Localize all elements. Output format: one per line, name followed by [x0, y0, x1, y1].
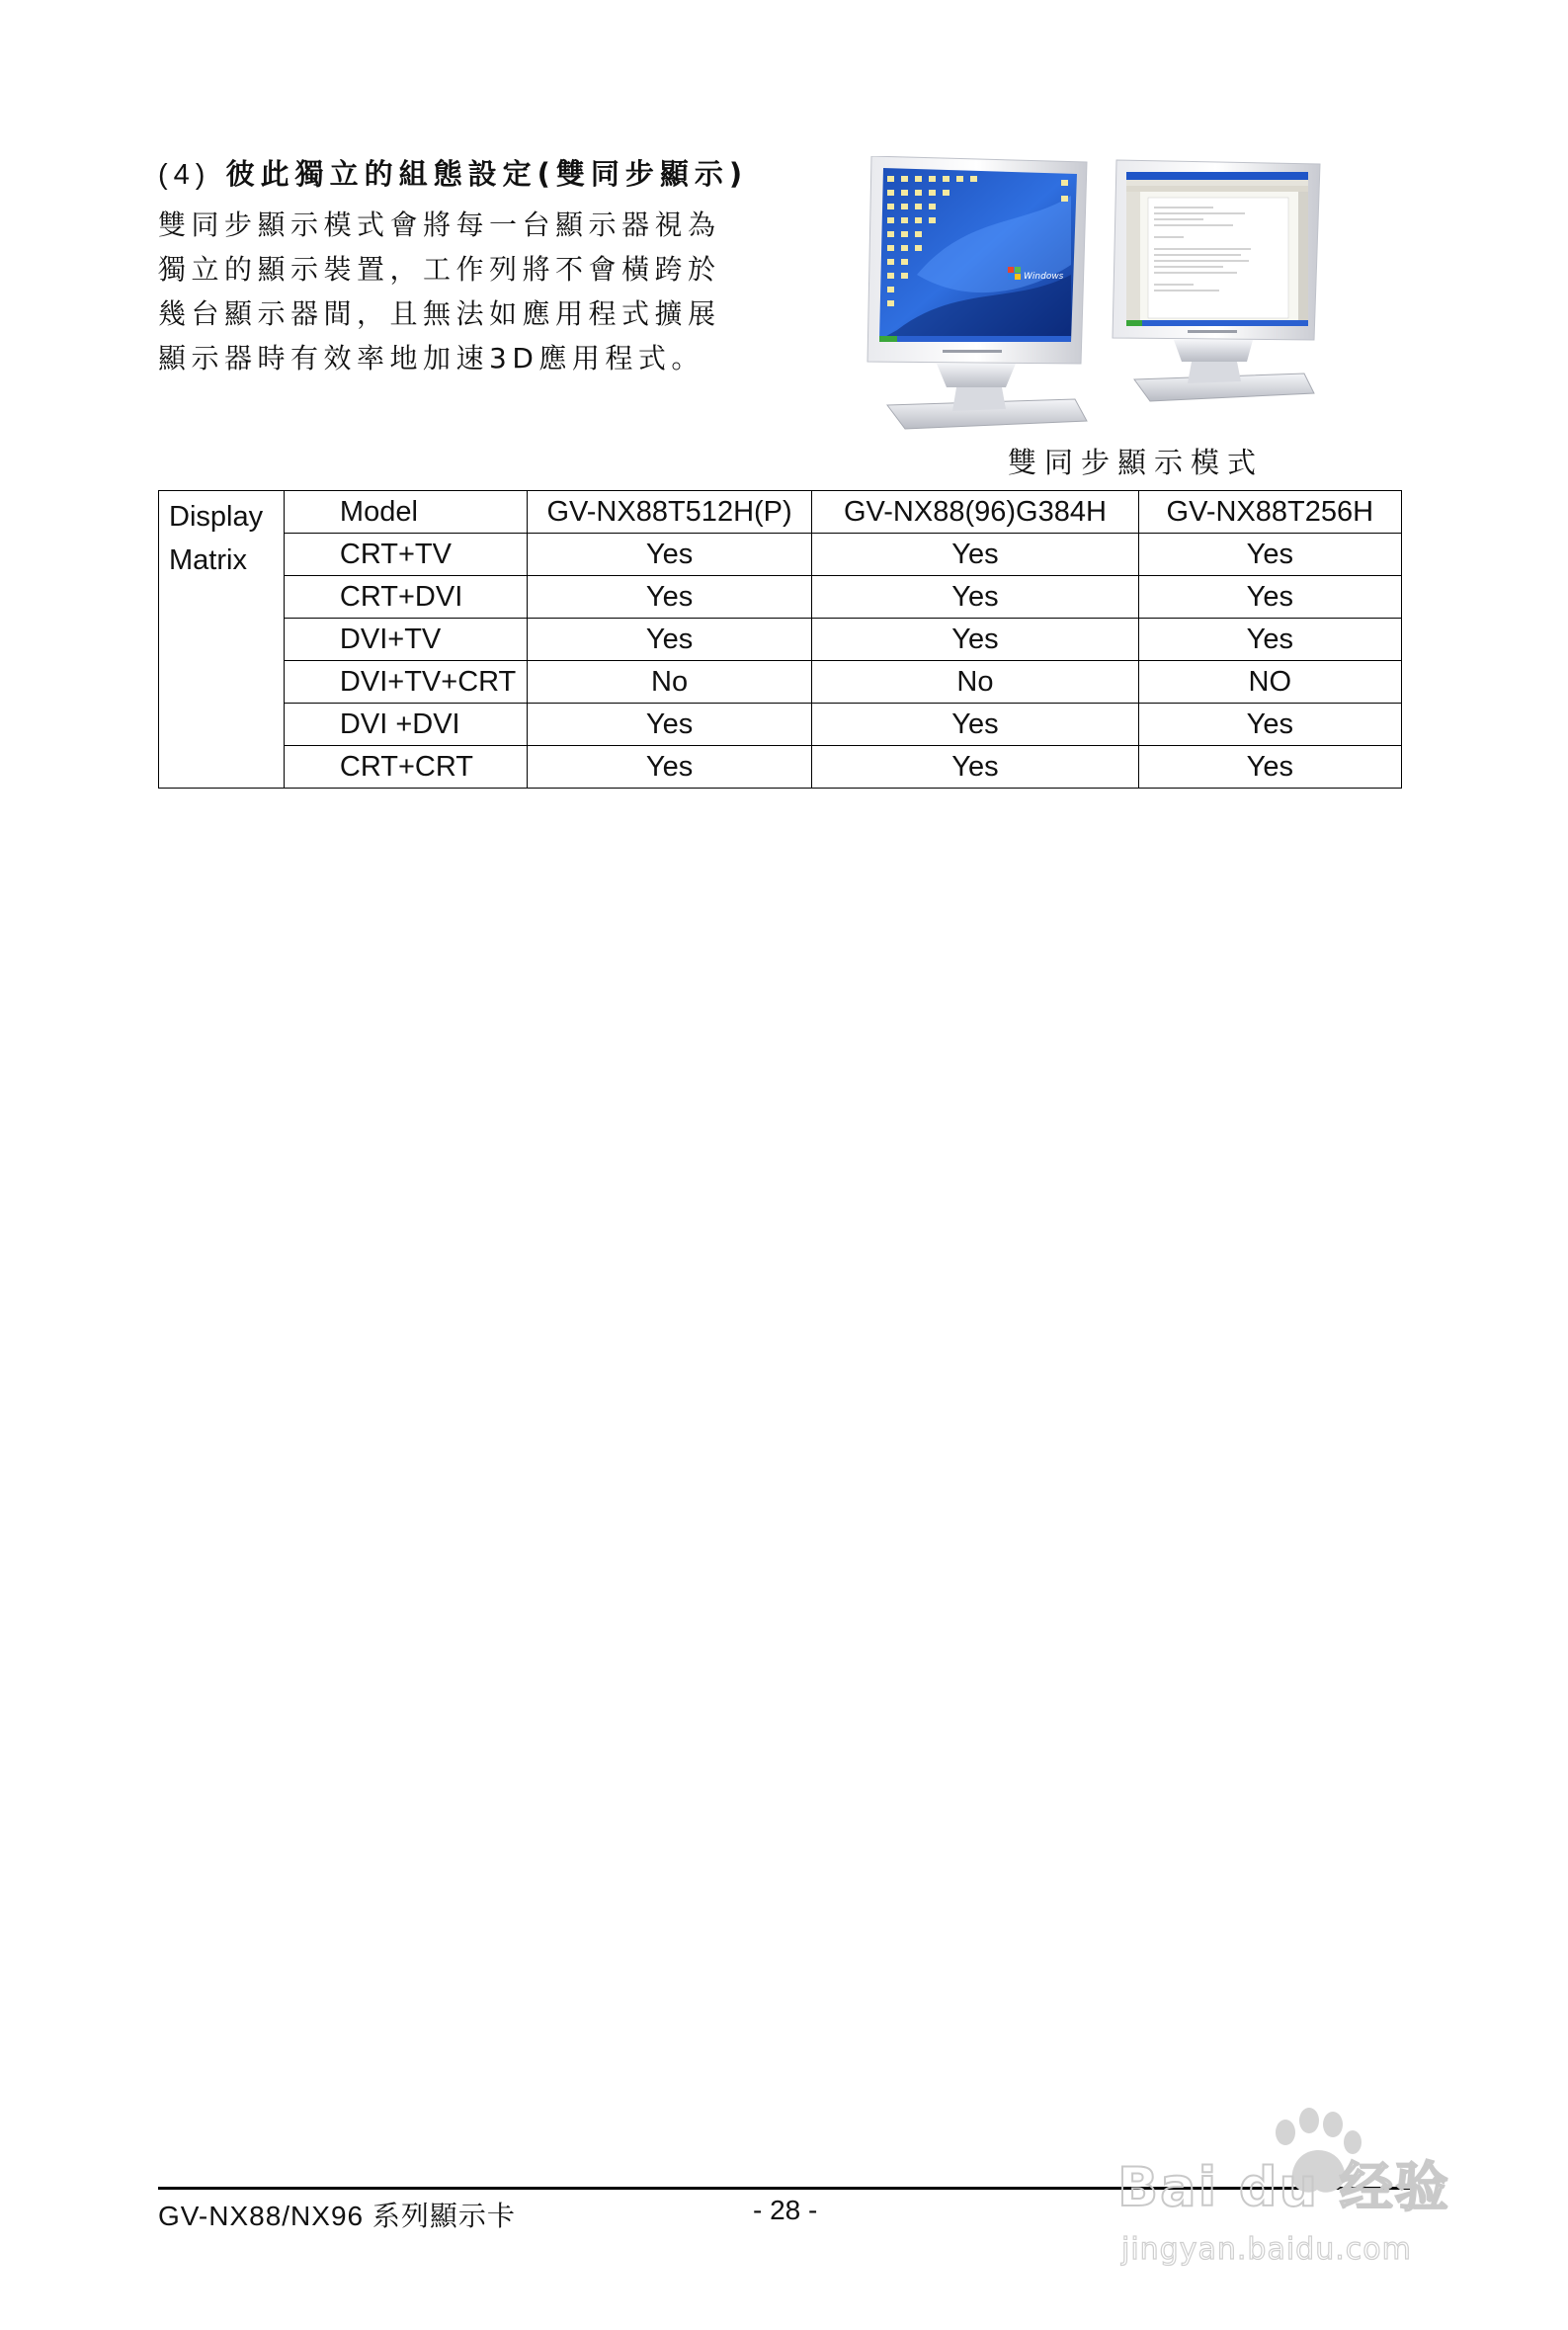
table-cell: Yes — [812, 704, 1138, 746]
table-cell: Yes — [527, 704, 811, 746]
lead-line: Matrix — [169, 544, 247, 576]
table-cell: Yes — [812, 576, 1138, 619]
row-label: CRT+DVI — [284, 576, 527, 619]
table-row — [159, 619, 1402, 661]
table-cell: Yes — [1138, 704, 1401, 746]
baidu-watermark — [1112, 2095, 1487, 2273]
figure-caption: 雙同步顯示模式 — [1008, 446, 1265, 479]
display-matrix-label — [159, 491, 285, 789]
description-paragraph — [158, 203, 790, 380]
row-label: DVI+TV+CRT — [284, 661, 527, 704]
paragraph-line: 雙同步顯示模式會將每一台顯示器視為 — [158, 208, 721, 241]
row-label: DVI +DVI — [284, 704, 527, 746]
section-title: 彼此獨立的組態設定(雙同步顯示) — [225, 157, 749, 191]
column-header: GV-NX88T512H(P) — [527, 491, 811, 534]
table-cell: Yes — [812, 619, 1138, 661]
page-number: - 28 - — [753, 2195, 818, 2225]
column-header: GV-NX88(96)G384H — [812, 491, 1138, 534]
table-row — [159, 534, 1402, 576]
section-number: (4) — [158, 159, 211, 191]
display-matrix-table — [158, 490, 1402, 789]
table-cell: No — [812, 661, 1138, 704]
table-cell: Yes — [527, 619, 811, 661]
paragraph-line: 顯示器時有效率地加速3D應用程式。 — [158, 342, 704, 374]
paragraph-line: 幾台顯示器間，且無法如應用程式擴展 — [158, 297, 721, 330]
footer-title: GV-NX88/NX96 系列顯示卡 — [158, 2201, 516, 2231]
table-row — [159, 704, 1402, 746]
table-cell: Yes — [1138, 576, 1401, 619]
table-cell: Yes — [1138, 746, 1401, 789]
lead-line: Display — [169, 501, 264, 533]
table-cell: Yes — [527, 746, 811, 789]
row-label: DVI+TV — [284, 619, 527, 661]
table-cell: NO — [1138, 661, 1401, 704]
table-cell: Yes — [812, 534, 1138, 576]
table-cell: Yes — [812, 746, 1138, 789]
paragraph-line: 獨立的顯示裝置，工作列將不會橫跨於 — [158, 253, 721, 286]
row-label: CRT+TV — [284, 534, 527, 576]
table-row — [159, 746, 1402, 789]
table-cell: Yes — [527, 576, 811, 619]
dual-monitor-figure — [858, 156, 1332, 435]
watermark-brand: Bai du 经验 — [1117, 2156, 1450, 2218]
right-monitor — [1113, 160, 1320, 401]
section-heading — [158, 157, 749, 191]
table-cell: No — [527, 661, 811, 704]
column-header: Model — [284, 491, 527, 534]
table-cell: Yes — [527, 534, 811, 576]
watermark-url: jingyan.baidu.com — [1121, 2232, 1412, 2267]
windows-logo-text: Windows — [1024, 272, 1064, 282]
table-cell: Yes — [1138, 534, 1401, 576]
column-header: GV-NX88T256H — [1138, 491, 1401, 534]
table-row — [159, 661, 1402, 704]
table-row — [159, 576, 1402, 619]
table-cell: Yes — [1138, 619, 1401, 661]
table-header-row — [159, 491, 1402, 534]
row-label: CRT+CRT — [284, 746, 527, 789]
left-monitor — [867, 156, 1087, 429]
